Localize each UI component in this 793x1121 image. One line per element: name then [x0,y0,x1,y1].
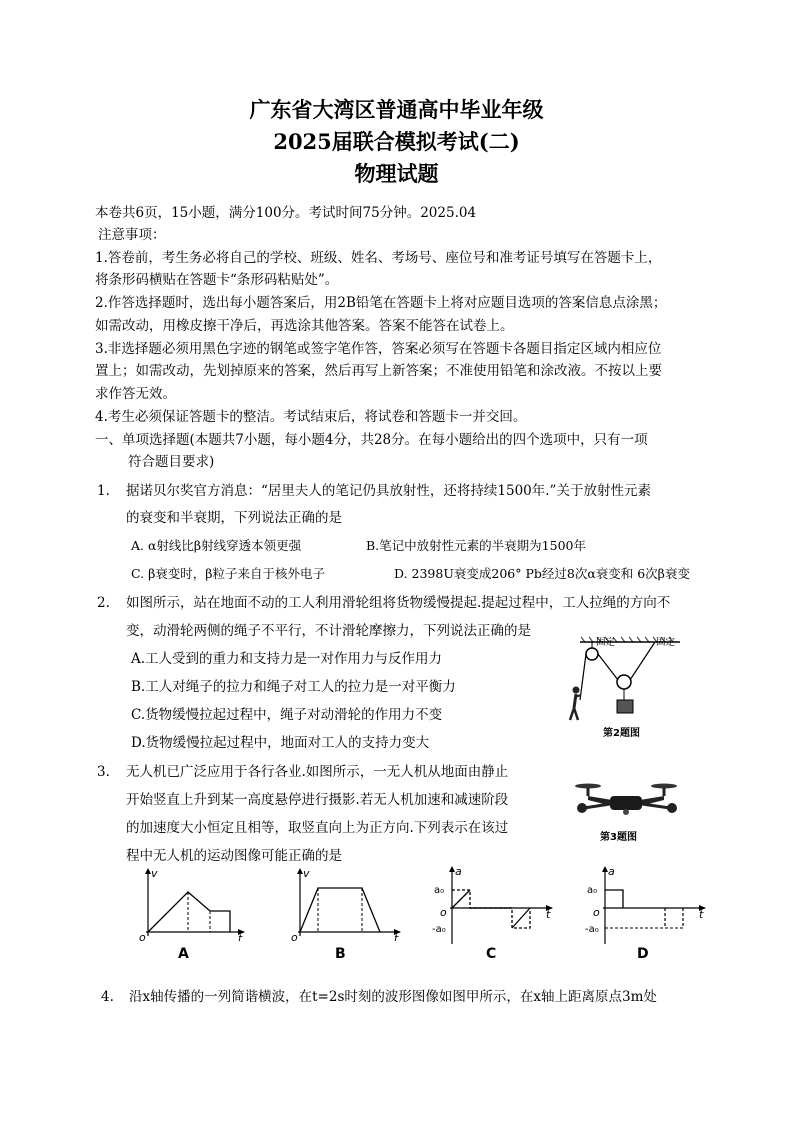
a0-label: a₀ [434,885,445,896]
notice-line: 如需改动，用橡皮擦干净后，再选涂其他答案。答案不能答在试卷上。 [95,318,514,334]
q1-option-d: D. 2398U衰变成206° Pb经过8次α衰变和 6次β衰变 [394,566,690,581]
axis-v-label: v [151,867,158,880]
notice-line: 2.作答选择题时，选出每小题答案后，用2B铅笔在答题卡上将对应题目选项的答案信息点涂黑； [95,295,667,311]
fixed-label-2: 固定 [656,637,676,648]
axis-t-label: t [394,932,399,941]
q1-stem: 据诺贝尔奖官方消息：“居里夫人的笔记仍具放射性，还将持续1500年.”关于放射性元素 [126,483,651,499]
q4-stem: 沿x轴传播的一列简谐横波，在t=2s时刻的波形图像如图甲所示，在x轴上距离原点3m处 [129,989,657,1005]
notice-line: 4.考生必须保证答题卡的整洁。考试结束后，将试卷和答题卡一并交回。 [95,409,527,425]
graph-d-label: D [637,946,649,962]
graph-a-label: A [178,946,189,962]
graph-a [138,866,248,941]
q3-number: 3. [97,764,110,780]
graph-c [432,862,557,946]
notice-line: 3.非选择题必须用黑色字迹的钢笔或签字笔作答，答案必须写在答题卡各题目指定区域内相应位 [95,341,662,357]
q2-number: 2. [97,595,110,611]
q2-option-b: B.工人对绳子的拉力和绳子对工人的拉力是一对平衡力 [131,679,456,695]
notice-line: 置上；如需改动，先划掉原来的答案，然后再写上新答案；不准使用铅笔和涂改液。不按以上要 [95,363,662,379]
q3-stem: 无人机已广泛应用于各行各业.如图所示，一无人机从地面由静止 [126,764,509,780]
graph-d [585,862,710,946]
section-heading-cont: 符合题目要求) [128,454,215,470]
q1-option-c: C. β衰变时，β粒子来自于核外电子 [131,566,326,581]
notice-heading: 注意事项： [98,227,166,243]
q2-stem: 如图所示，站在地面不动的工人利用滑轮组将货物缓慢提起.提起过程中，工人拉绳的方向不 [126,595,671,611]
notice-line: 求作答无效。 [95,386,176,402]
q1-option-a: A. α射线比β射线穿透本领更强 [131,538,302,553]
q2-option-d: D.货物缓慢拉起过程中，地面对工人的支持力变大 [131,735,430,751]
origin-label: o [593,906,600,919]
axis-v-label: v [303,867,310,880]
intro-text: 本卷共6页，15小题，满分100分。考试时间75分钟。2025.04 [95,205,477,221]
drone-figure [572,776,680,826]
graph-b-label: B [335,946,346,962]
neg-a0-label: -a₀ [432,924,446,935]
title-line-3: 物理试题 [354,161,439,186]
a0-label: a₀ [587,885,598,896]
origin-label: o [139,931,146,941]
notice-line: 1.答卷前，考生务必将自己的学校、班级、姓名、考场号、座位号和准考证号填写在答题卡上， [95,250,662,266]
title-line-2: 2025届联合模拟考试(二) [273,129,520,154]
axis-a-label: a [455,865,462,878]
q3-stem-cont: 开始竖直上升到某一高度悬停进行摄影.若无人机加速和减速阶段 [126,792,509,808]
graph-c-label: C [486,946,497,962]
q2-figure-caption: 第2题图 [603,728,640,739]
q1-option-b: B.笔记中放射性元素的半衰期为1500年 [366,538,586,553]
notice-line: 将条形码横贴在答题卡“条形码粘贴处”。 [95,272,339,288]
neg-a0-label: -a₀ [585,924,599,935]
q1-stem-cont: 的衰变和半衰期，下列说法正确的是 [126,510,342,526]
q3-stem-cont: 程中无人机的运动图像可能正确的是 [126,848,342,864]
q2-stem-cont: 变，动滑轮两侧的绳子不平行，不计滑轮摩擦力，下列说法正确的是 [126,623,531,639]
q2-option-c: C.货物缓慢拉起过程中，绳子对动滑轮的作用力不变 [131,707,443,723]
axis-t-label: t [238,932,243,941]
section-heading: 一、单项选择题(本题共7小题，每小题4分，共28分。在每小题给出的四个选项中，只有一项 [95,432,648,448]
origin-label: o [291,931,298,941]
axis-a-label: a [608,865,615,878]
axis-t-label: t [546,908,551,921]
fixed-label-1: 固定 [596,637,616,648]
q3-figure-caption: 第3题图 [600,832,637,843]
origin-label: o [440,906,447,919]
graph-b [290,866,405,941]
q1-number: 1. [97,483,110,499]
axis-t-label: t [699,908,704,921]
q2-option-a: A.工人受到的重力和支持力是一对作用力与反作用力 [131,651,443,667]
title-line-1: 广东省大湾区普通高中毕业年级 [249,97,544,122]
q3-stem-cont: 的加速度大小恒定且相等，取竖直向上为正方向.下列表示在该过 [126,820,509,836]
q4-number: 4. [101,989,114,1005]
